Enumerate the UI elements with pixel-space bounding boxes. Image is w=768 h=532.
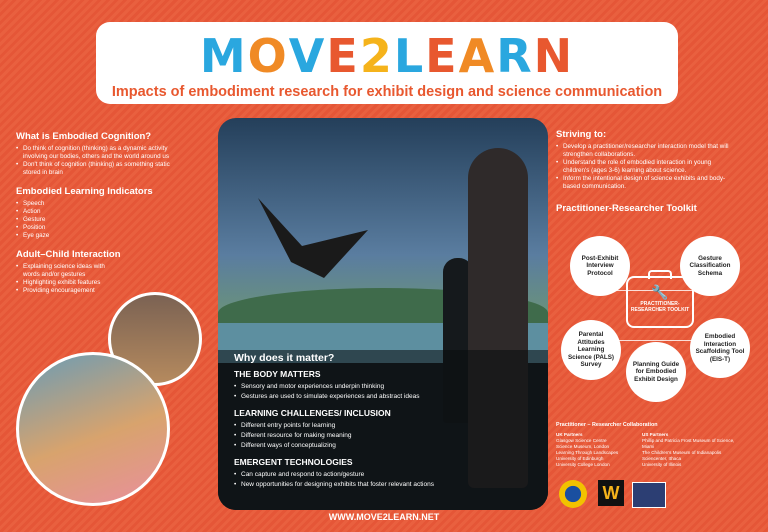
wellcome-logo: W xyxy=(598,480,624,506)
why-section xyxy=(234,352,534,496)
challenges-title: LEARNING CHALLENGES/ INCLUSION xyxy=(234,408,391,418)
list-item: • Develop a practitioner/researcher interaction model that will strengthen collaborations. xyxy=(556,143,736,159)
partner-item: University of Edinburgh xyxy=(556,456,604,461)
logo: MOVE2LEARN xyxy=(199,29,575,83)
list-item: • Highlighting exhibit features xyxy=(16,279,116,287)
list-item: • Eye gaze xyxy=(16,232,186,240)
list-item: • Action xyxy=(16,208,186,216)
esrc-logo xyxy=(632,482,666,508)
indicators-title: Embodied Learning Indicators xyxy=(16,186,153,197)
bird-silhouette xyxy=(258,198,368,278)
list-item: • Different resource for making meaning xyxy=(234,431,534,441)
toolkit-node: Gesture Classification Schema xyxy=(680,236,740,296)
header-banner xyxy=(96,22,678,104)
partner-item: Sciencenter, Ithaca xyxy=(642,456,682,461)
list-item: • Can capture and respond to action/gesture xyxy=(234,470,534,480)
photo-family-circle xyxy=(16,352,170,506)
indicators-list xyxy=(16,200,186,240)
wrench-icon: 🔧 xyxy=(651,284,669,300)
partners-section xyxy=(556,422,742,468)
partner-item: University College London xyxy=(556,462,610,467)
list-item: • Different entry points for learning xyxy=(234,421,534,431)
list-item: • Do think of cognition (thinking) as a dynamic activity involving our bodies, others and the world around us xyxy=(16,145,186,161)
toolkit-label: PRACTITIONER-RESEARCHER TOOLKIT xyxy=(630,301,690,313)
partner-item: Glasgow Science Centre xyxy=(556,438,607,443)
us-title: US Partners xyxy=(642,432,669,437)
tech-title: EMERGENT TECHNOLOGIES xyxy=(234,457,353,467)
exhibit-photo xyxy=(218,118,548,510)
list-item: • Don't think of cognition (thinking) as something static stored in brain xyxy=(16,161,186,177)
partner-item: Phillip and Patricia Frost Museum of Science, Miami xyxy=(642,438,735,449)
subtitle: Impacts of embodiment research for exhibit design and science communication xyxy=(111,84,663,100)
toolkit-node: Post-Exhibit Interview Protocol xyxy=(570,236,630,296)
list-item: • Inform the intentional design of science exhibits and body-based communication. xyxy=(556,175,736,191)
list-item: • Gestures are used to simulate experiences and abstract ideas xyxy=(234,392,534,402)
why-title: Why does it matter? xyxy=(234,352,335,364)
partner-item: Learning Through Landscapes xyxy=(556,450,619,455)
left-column xyxy=(16,131,186,301)
list-item: • Providing encouragement xyxy=(16,287,116,295)
list-item: • Position xyxy=(16,224,186,232)
uk-title: UK Partners xyxy=(556,432,583,437)
list-item: • Speech xyxy=(16,200,186,208)
what-title: What is Embodied Cognition? xyxy=(16,131,152,142)
toolkit-node: Embodied Interaction Scaffolding Tool (EIS-T) xyxy=(690,318,750,378)
list-item: • Understand the role of embodied interaction in young children's (ages 3-6) learning about science. xyxy=(556,159,736,175)
footer-url[interactable]: WWW.MOVE2LEARN.NET xyxy=(328,512,440,522)
partner-item: Science Museum, London xyxy=(556,444,610,449)
list-item: • Explaining science ideas with words and/or gestures xyxy=(16,263,116,279)
nsf-logo xyxy=(559,480,587,508)
adult-title: Adult–Child Interaction xyxy=(16,249,121,260)
collab-title: Practitioner – Researcher Collaboration xyxy=(556,422,658,428)
right-column xyxy=(556,129,736,217)
body-title: THE BODY MATTERS xyxy=(234,369,321,379)
partner-item: University of Illinois xyxy=(642,462,682,467)
toolkit-briefcase-icon xyxy=(626,276,694,328)
adult-list xyxy=(16,263,116,295)
list-item: • Different ways of conceptualizing xyxy=(234,441,534,451)
list-item: • Gesture xyxy=(16,216,186,224)
partner-item: The Children's Museum of Indianapolis xyxy=(642,450,722,455)
toolkit-node: Parental Attitudes Learning Science (PALS) Survey xyxy=(561,320,621,380)
what-list xyxy=(16,145,186,177)
list-item: • New opportunities for designing exhibits that foster relevant actions xyxy=(234,480,534,490)
list-item: • Sensory and motor experiences underpin thinking xyxy=(234,382,534,392)
toolkit-node: Planning Guide for Embodied Exhibit Design xyxy=(626,342,686,402)
striving-title: Striving to: xyxy=(556,129,607,140)
toolkit-title: Practitioner-Researcher Toolkit xyxy=(556,203,697,214)
